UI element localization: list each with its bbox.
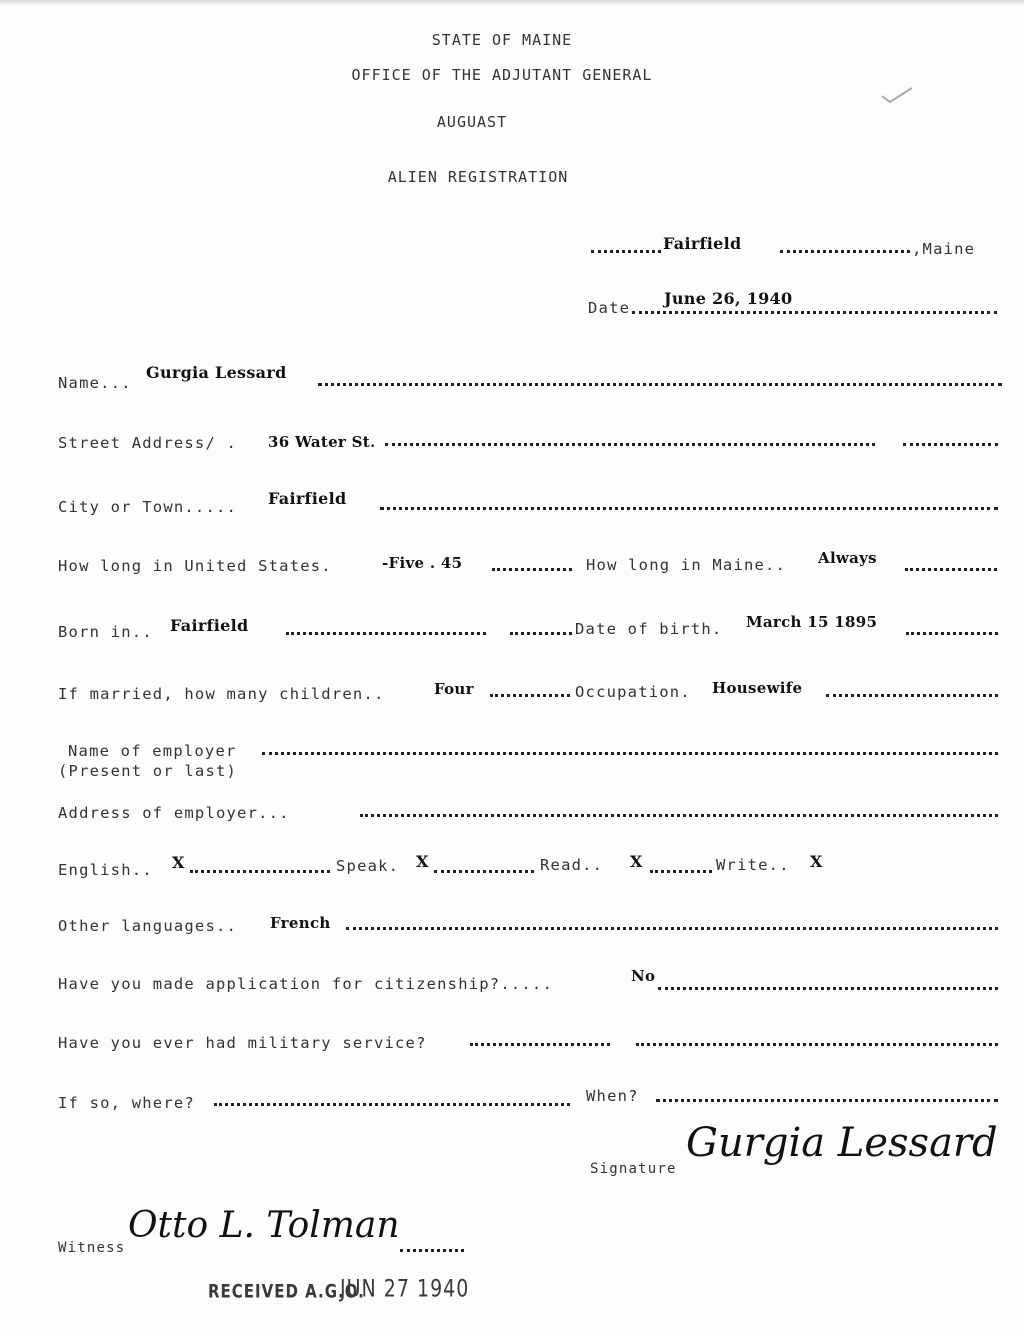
employer-address-label: Address of employer... [58,804,290,822]
date-dots [632,307,997,314]
location-town: Fairfield [663,234,742,253]
speak-value: X [416,852,429,871]
born-in-dots-2 [510,628,572,635]
military-dots-2 [636,1039,998,1046]
children-value: Four [434,680,474,698]
military-dots [470,1039,610,1046]
speak-label: Speak. [336,857,400,875]
where-label: If so, where? [58,1094,195,1112]
how-long-maine-label: How long in Maine.. [586,556,787,574]
employer-name-dots [262,748,998,755]
scan-edge [0,0,1024,6]
how-long-maine-dots [905,564,997,571]
location-state: ,Maine [912,240,976,258]
header-month: AUGUAST [436,113,508,131]
city-dots [380,503,998,510]
date-of-birth-label: Date of birth. [575,620,723,638]
english-dots [190,866,330,873]
town-dots-right [780,246,910,253]
date-value: June 26, 1940 [664,289,793,308]
occupation-label: Occupation. [575,683,691,701]
name-label: Name... [58,374,132,392]
how-long-us-label: How long in United States. [58,557,332,575]
speak-dots [434,866,534,873]
date-of-birth-value: March 15 1895 [746,613,878,631]
other-languages-value: French [270,914,331,932]
born-in-dots [286,628,486,635]
employer-address-dots [360,810,998,817]
occupation-dots [826,690,998,697]
received-stamp-date: JUN 27 1940 [340,1275,470,1303]
date-label: Date [588,299,631,317]
how-long-maine-value: Always [818,549,877,567]
check-mark-icon [880,84,916,106]
children-dots [490,690,570,697]
street-dots [385,439,875,446]
how-long-us-value: -Five . 45 [382,554,463,572]
where-dots [214,1099,570,1106]
header-office: OFFICE OF THE ADJUTANT GENERAL [351,66,653,84]
street-label: Street Address/ . [58,434,238,452]
street-value: 36 Water St. [268,433,376,451]
header-title: ALIEN REGISTRATION [387,168,569,186]
citizenship-dots [658,983,998,990]
when-dots [656,1095,998,1102]
witness-dots [400,1245,464,1252]
other-languages-dots [346,923,998,930]
signature-value: Gurgia Lessard [686,1120,998,1166]
write-label: Write.. [716,856,790,874]
name-value: Gurgia Lessard [146,363,287,382]
witness-value: Otto L. Tolman [128,1205,400,1246]
town-dots-left [591,246,661,253]
born-in-value: Fairfield [170,616,249,635]
other-languages-label: Other languages.. [58,917,238,935]
english-label: English.. [58,861,153,879]
header-state: STATE OF MAINE [431,31,573,49]
children-label: If married, how many children.. [58,685,385,703]
witness-label: Witness [58,1240,126,1256]
employer-name-label: Name of employer [68,742,237,760]
street-dots-end [903,439,998,446]
occupation-value: Housewife [712,679,803,697]
citizenship-value: No [631,967,656,985]
signature-label: Signature [590,1161,677,1177]
employer-name-sublabel: (Present or last) [58,762,238,780]
read-dots [650,866,712,873]
citizenship-label: Have you made application for citizenship?..... [58,975,553,993]
english-value: X [172,853,185,872]
read-label: Read.. [540,856,604,874]
read-value: X [630,852,643,871]
date-of-birth-dots [906,628,998,635]
city-label: City or Town..... [58,498,238,516]
how-long-us-dots [492,564,572,571]
born-in-label: Born in.. [58,623,153,641]
military-label: Have you ever had military service? [58,1034,427,1052]
name-dots [318,379,1002,386]
write-value: X [810,852,823,871]
received-stamp-label: RECEIVED A.G.O. [208,1279,365,1303]
city-value: Fairfield [268,489,347,508]
when-label: When? [586,1087,639,1105]
